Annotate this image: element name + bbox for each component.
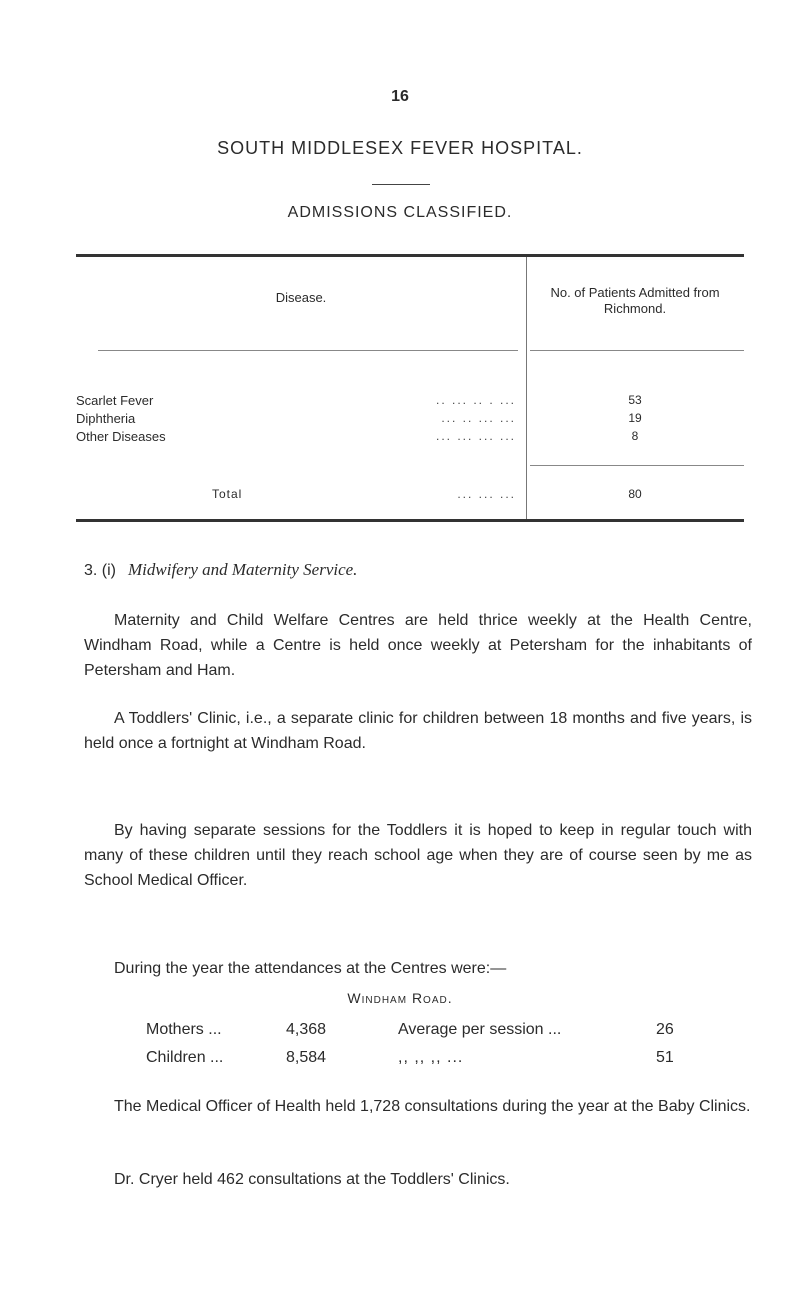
table-row-disease: Diphtheria [76, 411, 136, 426]
paragraph: The Medical Officer of Health held 1,728 consultations during the year at the Baby Clinics. [114, 1098, 751, 1115]
table-top-rule [76, 254, 744, 257]
title-divider [372, 184, 430, 185]
table-total-leaders: ... ... ... [457, 487, 516, 501]
table-total-label: Total [212, 487, 243, 501]
attendance-heading: Windham Road. [347, 990, 453, 1006]
table-header-count: No. of Patients Admitted from Richmond. [550, 285, 720, 316]
table-title: ADMISSIONS CLASSIFIED. [287, 204, 513, 221]
table-row-disease: Other Diseases [76, 429, 166, 444]
table-row-disease: Scarlet Fever [76, 393, 154, 408]
table-header-rule [98, 350, 518, 351]
attendance-average-label: Average per session ... [398, 1021, 562, 1038]
table-row-count: 53 [628, 393, 642, 407]
page-number: 16 [391, 88, 409, 105]
attendance-label: Mothers ... [146, 1021, 222, 1038]
table-header-rule [530, 350, 744, 351]
table-total-count: 80 [628, 487, 642, 501]
attendance-average-value: 51 [656, 1049, 674, 1066]
section-title: Midwifery and Maternity Service. [128, 560, 358, 579]
hospital-title: SOUTH MIDDLESEX FEVER HOSPITAL. [217, 138, 583, 158]
table-row-leaders: .. ... .. . ... [435, 393, 516, 407]
paragraph: A Toddlers' Clinic, i.e., a separate clinic for children between 18 months and five years, is held once a fortnight at Windham Road. [84, 710, 752, 752]
table-row-leaders: ... .. ... ... [441, 411, 516, 425]
paragraph: During the year the attendances at the Centres were:— [114, 960, 507, 977]
section-heading [84, 560, 357, 580]
section-number: 3. (i) [84, 562, 116, 579]
attendance-value: 8,584 [286, 1049, 327, 1066]
paragraph: By having separate sessions for the Toddlers it is hoped to keep in regular touch with many of these children until they reach school age when they are of course seen by me as School Medical Officer. [84, 822, 752, 889]
table-row-leaders: ... ... ... ... [435, 429, 516, 443]
table-bottom-rule [76, 519, 744, 522]
paragraph: Maternity and Child Welfare Centres are held thrice weekly at the Health Centre, Windham Road, while a Centre is held once weekly at Petersham for the inhabitants of Petersham and Ham. [84, 612, 752, 679]
table-header-disease: Disease. [275, 290, 327, 305]
table-total-rule [530, 465, 744, 466]
paragraph: Dr. Cryer held 462 consultations at the Toddlers' Clinics. [114, 1171, 510, 1188]
table-row-count: 19 [628, 411, 642, 425]
attendance-value: 4,368 [286, 1021, 327, 1038]
attendance-label: Children ... [146, 1049, 224, 1066]
table-row-count: 8 [631, 429, 639, 443]
attendance-average-label: ,, ,, ,, ... [398, 1049, 464, 1066]
attendance-average-value: 26 [656, 1021, 674, 1038]
